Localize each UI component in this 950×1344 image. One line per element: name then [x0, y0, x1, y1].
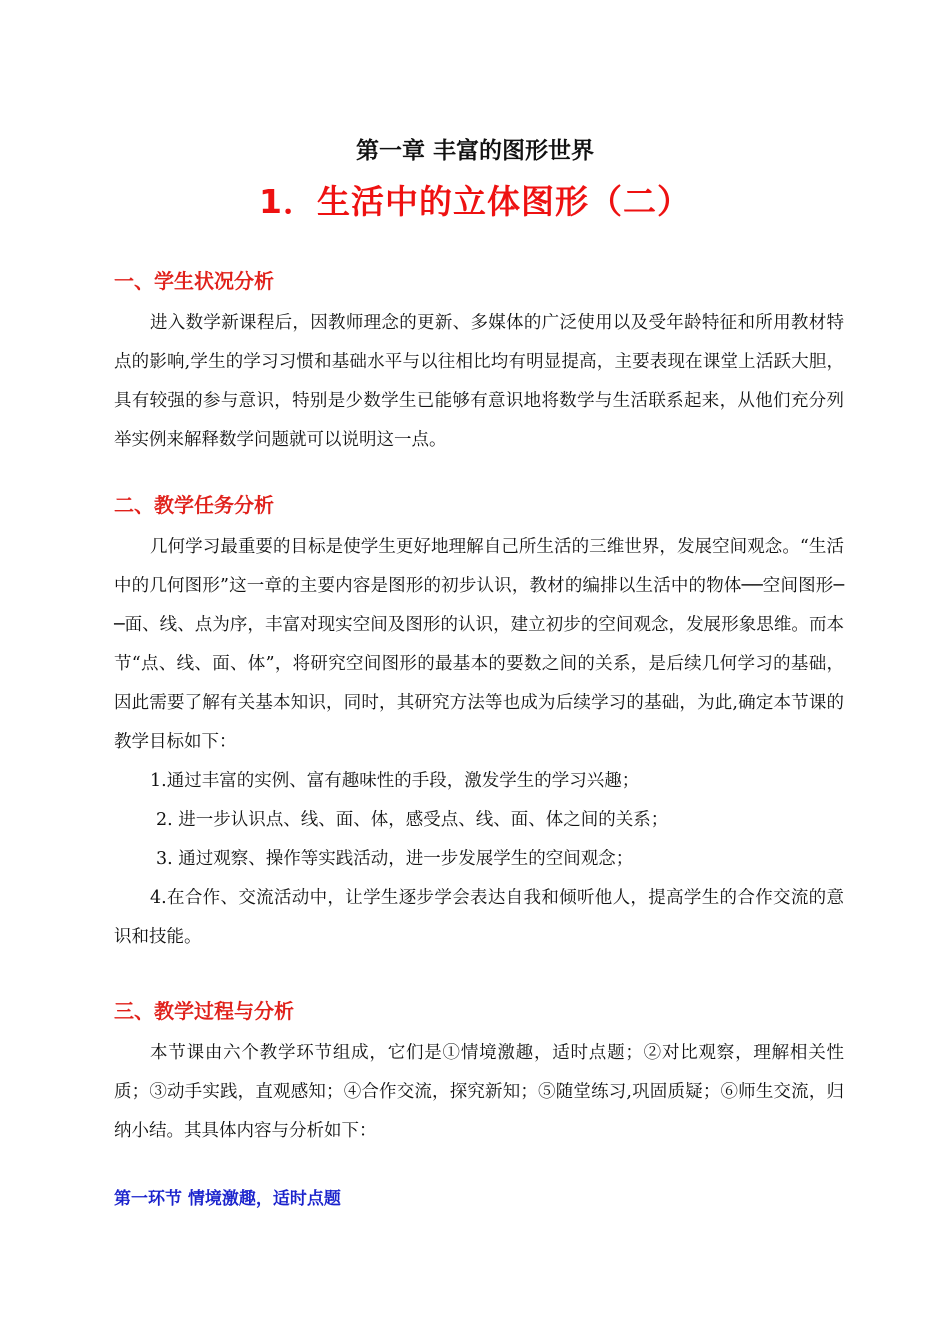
subsection-heading: 第一环节 情境激趣，适时点题 [114, 1189, 341, 1209]
section-student-analysis [114, 266, 844, 460]
goal-item-3: 3. 通过观察、操作等实践活动，进一步发展学生的空间观念； [156, 849, 634, 869]
section-paragraph: 本节课由六个教学环节组成，它们是①情境激趣，适时点题；②对比观察，理解相关性质；③动手实践，直观感知；④合作交流，探究新知；⑤随堂练习,巩固质疑；⑥师生交流，归纳小结。其具体内容与分析如下： [114, 1043, 844, 1141]
section-task-analysis [114, 490, 844, 957]
chapter-title: 第一章 丰富的图形世界 [355, 138, 594, 164]
section-heading: 二、教学任务分析 [114, 493, 274, 517]
goal-item-1: 1.通过丰富的实例、富有趣味性的手段，激发学生的学习兴趣； [150, 771, 640, 791]
section-paragraph: 几何学习最重要的目标是使学生更好地理解自己所生活的三维世界，发展空间观念。“生活中的几何图形”这一章的主要内容是图形的初步认识，教材的编排以生活中的物体──空间图形──面、线、点为序，丰富对现实空间及图形的认识，建立初步的空间观念，发展形象思维。而本节“点、线、面、体”，将研究空间图形的最基本的要数之间的关系，是后续几何学习的基础，因此需要了解有关基本知识，同时，其研究方法等也成为后续学习的基础，为此,确定本节课的教学目标如下： [114, 537, 844, 752]
lesson-title: 1．生活中的立体图形（二） [259, 182, 691, 221]
section-process-analysis [114, 996, 844, 1151]
goal-item-2: 2. 进一步认识点、线、面、体，感受点、线、面、体之间的关系； [156, 810, 669, 830]
section-paragraph: 进入数学新课程后，因教师理念的更新、多媒体的广泛使用以及受年龄特征和所用教材特点的影响,学生的学习习惯和基础水平与以往相比均有明显提高，主要表现在课堂上活跃大胆，具有较强的参与意识，特别是少数学生已能够有意识地将数学与生活联系起来，从他们充分列举实例来解释数学问题就可以说明这一点。 [114, 313, 844, 450]
goal-item-4: 4.在合作、交流活动中，让学生逐步学会表达自我和倾听他人，提高学生的合作交流的意识和技能。 [114, 888, 844, 947]
section-heading: 一、学生状况分析 [114, 269, 274, 293]
section-heading: 三、教学过程与分析 [114, 999, 294, 1023]
